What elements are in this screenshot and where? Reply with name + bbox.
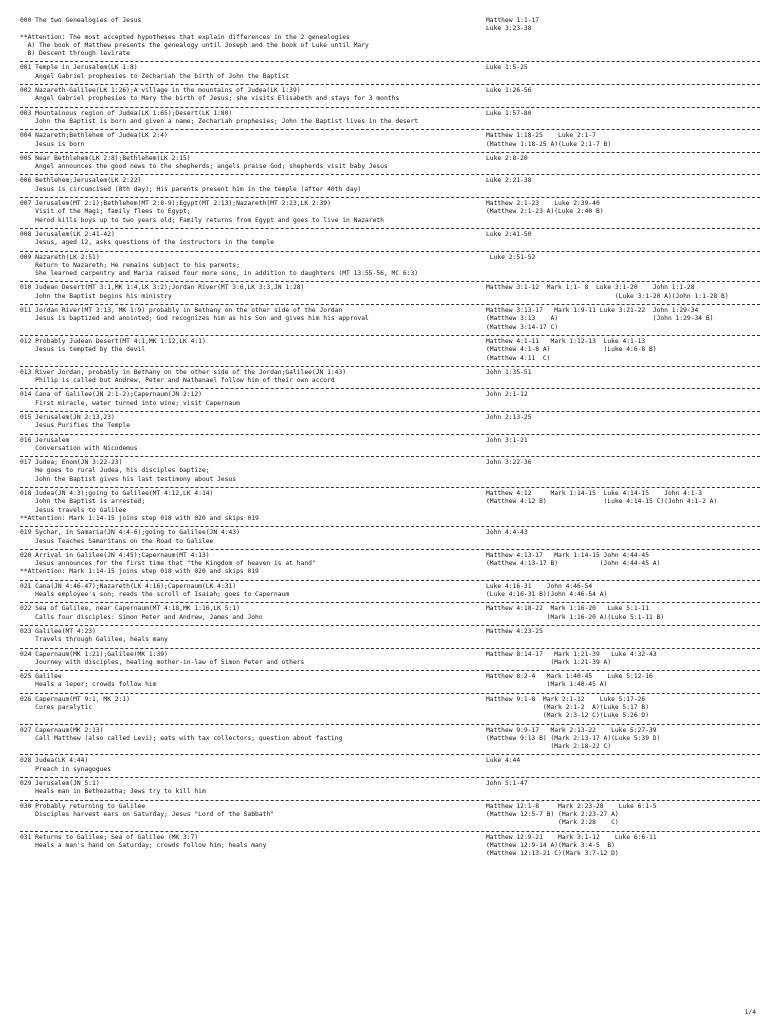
gospel-step-entry bbox=[20, 649, 760, 672]
step-location-text: 023 Galilee(MT 4:23) bbox=[20, 627, 96, 635]
scripture-reference-text: John 3:22-36 bbox=[486, 459, 532, 467]
scripture-reference-text: (Mark 1:16-20 A)(Luke 5:1-11 B) bbox=[486, 613, 665, 621]
gospel-step-entry bbox=[20, 801, 760, 832]
entry-line bbox=[20, 293, 760, 301]
step-location-text: 007 Jerusalem(MT 2:1);Bethlehem(MT 2:8-9);Egypt(MT 2:13);Nazareth(MT 2:23,LK 2:39) bbox=[20, 200, 331, 208]
scripture-reference-text: (Mark 2:1-2 A)(Luke 5:17 B) bbox=[486, 704, 650, 711]
step-location-text: 013 River Jordan, probably in Bethany on the other side of the Jordan;Galilee(JN 1:43) bbox=[20, 368, 347, 376]
entry-line bbox=[20, 377, 760, 385]
step-description-text: Jesus is circumcised (8th day); His parents present him in the temple (after 40th day) bbox=[20, 185, 362, 193]
scripture-reference-text: (Matthew 1:18-25 A)(Luke 2:1-7 B) bbox=[486, 140, 612, 148]
step-description-text: **Attention: Mark 1:14-15 joins step 018 with 020 and skips 019 bbox=[20, 514, 259, 522]
entry-line bbox=[20, 17, 760, 25]
entry-line bbox=[20, 307, 760, 315]
step-description-text: Heals man in Bethezatha; Jews try to kill him bbox=[20, 788, 206, 796]
entry-line bbox=[20, 208, 760, 216]
step-location-text: 008 Jerusalem(LK 2:41-42) bbox=[20, 230, 115, 238]
gospel-step-entry bbox=[20, 435, 760, 458]
entry-line bbox=[20, 369, 760, 377]
step-description-text: John the Baptist begins his ministry bbox=[20, 292, 172, 300]
entry-line bbox=[20, 87, 760, 95]
scripture-reference-text: (Mark 2:28 C) bbox=[486, 819, 619, 827]
scripture-reference-text: John 5:1-47 bbox=[486, 780, 528, 788]
entry-line bbox=[20, 552, 760, 560]
step-description-text: Heals a leper; crowds follow him bbox=[20, 681, 157, 689]
step-location-text: 011 Jordan River(MT 3:13, MK 1:9) probably in Bethany on the other side of the Jordan bbox=[20, 307, 343, 315]
scripture-reference-text: (Luke 4:16-31 B)(John 4:46-54 A) bbox=[486, 591, 608, 599]
step-location-text: 030 Probably returning to Galilee bbox=[20, 802, 146, 810]
scripture-reference-text: Luke 2:51-52 bbox=[486, 253, 536, 261]
entry-line bbox=[20, 498, 760, 506]
entry-line bbox=[20, 414, 760, 422]
entry-line bbox=[20, 231, 760, 239]
scripture-reference-text: (Matthew 3:14-17 C) bbox=[486, 323, 559, 331]
entry-line bbox=[20, 476, 760, 484]
scripture-reference-text: (Matthew 2:1-23 A)(Luke 2:40 B) bbox=[486, 208, 604, 216]
entry-line bbox=[20, 811, 760, 819]
entry-line bbox=[20, 422, 760, 430]
scripture-reference-text: Matthew 9:9-17 Mark 2:13-22 Luke 5:27-39 bbox=[486, 726, 657, 734]
scripture-reference-text: Matthew 1:18-25 Luke 2:1-7 bbox=[486, 132, 596, 140]
entry-line bbox=[20, 538, 760, 546]
entry-line bbox=[20, 338, 760, 346]
scripture-reference-text: (Matthew 3:13 A) (John 1:29-34 B) bbox=[486, 315, 714, 323]
entry-line bbox=[20, 583, 760, 591]
scripture-reference-text: Luke 2:21-38 bbox=[486, 177, 532, 185]
gospel-step-entry bbox=[20, 305, 760, 336]
step-description-text: Heals employee's son; reads the scroll of Isaiah; goes to Capernaum bbox=[20, 591, 290, 599]
step-location-text: 016 Jerusalem bbox=[20, 436, 70, 444]
entry-line bbox=[20, 628, 760, 636]
gospel-step-entry bbox=[20, 603, 760, 626]
step-description-text: He goes to rural Judea, his disciples baptize; bbox=[20, 467, 210, 475]
scripture-reference-text: (Matthew 4:11 C) bbox=[486, 354, 551, 362]
entry-line bbox=[20, 177, 760, 185]
entry-line bbox=[20, 270, 760, 278]
step-location-text: 006 Bethlehem;Jerusalem(LK 2:22) bbox=[20, 177, 142, 185]
step-location-text: 012 Probably Judean Desert(MT 4:1,MK 1:12,LK 4:1) bbox=[20, 337, 206, 345]
step-description-text: Journey with disciples, healing mother-in-law of Simon Peter and others bbox=[20, 658, 305, 666]
entry-line bbox=[20, 842, 760, 850]
step-description-text: Travels through Galilee, heals many bbox=[20, 636, 168, 644]
gospel-step-entry bbox=[20, 778, 760, 801]
scripture-reference-text: Luke 1:57-80 bbox=[486, 109, 532, 117]
scripture-reference-text: (Matthew 9:13 B) (Mark 2:13-17 A)(Luke 5:39 D) bbox=[486, 734, 661, 742]
entry-line bbox=[20, 118, 760, 126]
step-location-text: 028 Judea(LK 4:44) bbox=[20, 757, 89, 765]
entry-line bbox=[20, 437, 760, 445]
scripture-reference-text: (Matthew 12:9-14 A)(Mark 3:4-5 B) bbox=[486, 841, 615, 849]
step-location-text: 020 Arrival in Galilee(JN 4:45);Capernaum(MT 4:13) bbox=[20, 551, 210, 559]
gospel-step-entry bbox=[20, 367, 760, 390]
scripture-reference-text: John 2:1-12 bbox=[486, 391, 528, 399]
step-description-text: Jesus announces for the first time that "the Kingdom of heaven is at hand" bbox=[20, 560, 316, 568]
step-description-text: Jesus Teaches Samaritans on the Road to Galilee bbox=[20, 537, 214, 545]
step-description-text: Angel announces the good news to the shepherds; angels praise God; shepherds visit baby Jesus bbox=[20, 163, 388, 171]
entry-line bbox=[20, 743, 760, 751]
step-description-text: Jesus is baptized and anointed; God recognizes him as his Son and gives him his approval bbox=[20, 315, 369, 323]
entry-line bbox=[20, 217, 760, 225]
scripture-reference-text: Matthew 8:14-17 Mark 1:21-39 Luke 4:32-43 bbox=[486, 650, 657, 658]
step-location-text: 022 Sea of Galilee, near Capernaum(MT 4:18,MK 1:16,LK 5:1) bbox=[20, 605, 240, 613]
entry-line bbox=[20, 696, 760, 704]
scripture-reference-text: John 4:4-43 bbox=[486, 529, 528, 537]
scripture-reference-text: (Matthew 12:13-21 C)(Mark 3:7-12 D) bbox=[486, 850, 619, 858]
scripture-reference-text: Matthew 2:1-23 Luke 2:39-40 bbox=[486, 200, 600, 208]
gospel-step-entry bbox=[20, 130, 760, 153]
entry-line bbox=[20, 254, 760, 262]
step-location-text: 024 Capernaum(MK 1:21);Galilee(MK 1:39) bbox=[20, 650, 168, 658]
entry-line bbox=[20, 141, 760, 149]
step-description-text: A) The book of Matthew presents the genealogy until Joseph and the book of Luke until Mary bbox=[20, 41, 369, 49]
step-location-text: 009 Nazareth(LK 2:51) bbox=[20, 253, 100, 261]
entry-line bbox=[20, 834, 760, 842]
scripture-reference-text: Matthew 4:23-25 bbox=[486, 627, 543, 635]
gospel-step-entry bbox=[20, 488, 760, 527]
entry-line bbox=[20, 25, 760, 33]
step-location-text: 018 Judea(JN 4:3);going to Galilee(MT 4:12,LK 4:14) bbox=[20, 490, 214, 498]
step-description-text: Jesus travels to Galilee bbox=[20, 506, 127, 514]
entry-line bbox=[20, 788, 760, 796]
gospel-step-entry bbox=[20, 175, 760, 198]
entry-line bbox=[20, 490, 760, 498]
entry-line bbox=[20, 780, 760, 788]
entry-line bbox=[20, 186, 760, 194]
step-description-text: Calls four disciples: Simon Peter and Andrew, James and John bbox=[20, 613, 263, 621]
gospel-step-entry bbox=[20, 694, 760, 725]
step-location-text: 017 Judea; Enom(JN 3:22-23) bbox=[20, 459, 123, 467]
entry-line bbox=[20, 95, 760, 103]
scripture-reference-text: Luke 4:16-31 John 4:46-54 bbox=[486, 582, 593, 590]
gospel-step-entry bbox=[20, 412, 760, 435]
entry-line bbox=[20, 735, 760, 743]
step-location-text: 027 Capernaum(MK 2:13) bbox=[20, 726, 104, 734]
gospel-step-entry bbox=[20, 671, 760, 694]
scripture-reference-text: Luke 2:41-50 bbox=[486, 230, 532, 238]
gospel-step-entry bbox=[20, 832, 760, 862]
entry-line bbox=[20, 727, 760, 735]
step-description-text: B) Descent through levirate bbox=[20, 50, 130, 58]
entry-line bbox=[20, 459, 760, 467]
entry-line bbox=[20, 712, 760, 720]
step-description-text: Cures paralytic bbox=[20, 704, 93, 711]
entry-line bbox=[20, 73, 760, 81]
step-description-text: Jesus Purifies the Temple bbox=[20, 422, 130, 430]
step-description-text: **Attention: Mark 1:14-15 joins step 018 with 020 and skips 019 bbox=[20, 568, 259, 576]
scripture-reference-text: (Matthew 4:12 B) (Luke 4:14-15 C)(John 4:1-2 A) bbox=[486, 498, 718, 506]
entry-line bbox=[20, 200, 760, 208]
entry-line bbox=[20, 239, 760, 247]
entry-line bbox=[20, 315, 760, 323]
scripture-reference-text: Luke 2:8-20 bbox=[486, 154, 528, 162]
step-description-text: Angel Gabriel prophesies to Mary the birth of Jesus; she visits Elisabeth and stays for 3 months bbox=[20, 95, 400, 103]
gospel-step-entry bbox=[20, 626, 760, 649]
step-description-text: Philip is called but Andrew, Peter and Nathanael follow him of their own accord bbox=[20, 377, 335, 385]
step-description-text: John the Baptist gives his last testimony about Jesus bbox=[20, 475, 237, 483]
entry-line bbox=[20, 605, 760, 613]
gospel-step-entry bbox=[20, 229, 760, 252]
step-location-text: 025 Galilee bbox=[20, 673, 62, 681]
scripture-reference-text: (Matthew 4:13-17 B) (John 4:44-45 A) bbox=[486, 560, 661, 568]
step-description-text: Heals a man's hand on Saturday; crowds follow him; heals many bbox=[20, 841, 267, 849]
step-description-text: Jesus is born bbox=[20, 140, 85, 148]
scripture-reference-text: John 1:35-51 bbox=[486, 368, 532, 376]
entry-line bbox=[20, 64, 760, 72]
entry-line bbox=[20, 568, 760, 576]
step-description-text: Return to Nazareth; He remains subject to his parents; bbox=[20, 261, 240, 269]
entry-line bbox=[20, 803, 760, 811]
step-location-text: 003 Mountainous region of Judea(LK 1:65);Desert(LK 1:80) bbox=[20, 109, 233, 117]
entry-line bbox=[20, 529, 760, 537]
page-number: 1/4 bbox=[744, 1009, 756, 1016]
harmony-table bbox=[20, 15, 760, 861]
gospel-step-entry bbox=[20, 725, 760, 756]
entry-line bbox=[20, 34, 760, 42]
gospel-step-entry bbox=[20, 282, 760, 305]
entry-line bbox=[20, 155, 760, 163]
scripture-reference-text: Matthew 8:2-4 Mark 1:40-45 Luke 5:12-16 bbox=[486, 673, 653, 681]
step-location-text: 031 Returns to Galilee; Sea of Galilee (MK 3:7) bbox=[20, 833, 199, 841]
gospel-step-entry bbox=[20, 108, 760, 131]
scripture-reference-text: John 3:1-21 bbox=[486, 436, 528, 444]
entry-line bbox=[20, 284, 760, 292]
step-location-text: 026 Capernaum(MT 9:1, MK 2:1) bbox=[20, 695, 130, 703]
gospel-step-entry bbox=[20, 581, 760, 604]
scripture-reference-text: Matthew 12:1-8 Mark 2:23-28 Luke 6:1-5 bbox=[486, 802, 657, 810]
scripture-reference-text: (Mark 2:18-22 C) bbox=[486, 743, 612, 751]
entry-line bbox=[20, 346, 760, 354]
step-location-text: 015 Jerusalem(JN 2:13,23) bbox=[20, 413, 115, 421]
entry-line bbox=[20, 614, 760, 622]
entry-line bbox=[20, 132, 760, 140]
entry-line bbox=[20, 704, 760, 712]
entry-line bbox=[20, 560, 760, 568]
entry-line bbox=[20, 355, 760, 363]
gospel-step-entry bbox=[20, 252, 760, 283]
entry-line bbox=[20, 515, 760, 523]
step-location-text: 014 Cana of Galilee(JN 2:1-2);Capernaum(JN 2:12) bbox=[20, 391, 202, 399]
entry-line bbox=[20, 673, 760, 681]
step-description-text: Call Matthew (also called Levi); eats with tax collectors; question about fasting bbox=[20, 734, 343, 742]
step-description-text: Conversation with Nicodemus bbox=[20, 444, 138, 452]
gospel-step-entry bbox=[20, 198, 760, 229]
step-location-text: 010 Judean Desert(MT 3:1,MK 1:4,LK 3:2);Jordan River(MT 3:6,LK 3:3,JN 1:28) bbox=[20, 284, 305, 292]
scripture-reference-text: Luke 1:26-56 bbox=[486, 87, 532, 95]
entry-line bbox=[20, 262, 760, 270]
gospel-step-entry bbox=[20, 85, 760, 108]
gospel-step-entry bbox=[20, 62, 760, 85]
entry-line bbox=[20, 445, 760, 453]
gospel-step-entry bbox=[20, 336, 760, 367]
step-description-text: Preach in synagogues bbox=[20, 765, 111, 773]
scripture-reference-text: (Luke 3:1-20 A)(John 1:1-28 B) bbox=[486, 292, 729, 300]
entry-line bbox=[20, 42, 760, 50]
scripture-reference-text: (Matthew 4:1-8 A) (Luke 4:6-8 B) bbox=[486, 346, 657, 354]
step-description-text: Herod kills boys up to two years old; Family returns from Egypt and goes to live in Nazareth bbox=[20, 216, 384, 224]
step-description-text: Visit of the Magi; family flees to Egypt; bbox=[20, 208, 191, 216]
scripture-reference-text: Matthew 4:1-11 Mark 1:12-13 Luke 4:1-13 bbox=[486, 337, 646, 345]
gospel-step-entry bbox=[20, 527, 760, 550]
scripture-reference-text: Matthew 3:13-17 Mark 1:9-11 Luke 3:21-22 John 1:29-34 bbox=[486, 307, 699, 315]
entry-line bbox=[20, 757, 760, 765]
step-description-text: **Attention: The most accepted hypotheses that explain differences in the 2 genealogies bbox=[20, 33, 350, 41]
step-location-text: 002 Nazareth-Galilee(LK 1:26);A village in the mountains of Judea(LK 1:39) bbox=[20, 87, 301, 95]
entry-line bbox=[20, 50, 760, 58]
step-description-text: John the Baptist is born and given a name; Zechariah prophesies; John the Baptist lives in the desert bbox=[20, 117, 419, 125]
entry-line bbox=[20, 110, 760, 118]
scripture-reference-text: (Mark 2:3-12 C)(Luke 5:26 D) bbox=[486, 712, 650, 720]
step-location-text: 005 Near Bethlehem(LK 2:8);Bethlehem(LK 2:15) bbox=[20, 154, 191, 162]
scripture-reference-text: Matthew 4:12 Mark 1:14-15 Luke 4:14-15 John 4:1-3 bbox=[486, 490, 703, 498]
step-location-text: 021 Cana(JN 4:46-47);Nazareth(LK 4:16);Capernaum(LK 4:31) bbox=[20, 582, 237, 590]
step-location-text: 001 Temple in Jerusalem(LK 1:8) bbox=[20, 64, 138, 72]
step-description-text: First miracle, water turned into wine; visit Capernaum bbox=[20, 399, 240, 407]
gospel-step-entry bbox=[20, 153, 760, 176]
entry-line bbox=[20, 681, 760, 689]
step-description-text: Jesus is tempted by the devil bbox=[20, 346, 146, 354]
entry-line bbox=[20, 766, 760, 774]
scripture-reference-text: Matthew 4:13-17 Mark 1:14-15 John 4:44-45 bbox=[486, 551, 650, 559]
step-location-text: 029 Jerusalem(JN 5:1) bbox=[20, 780, 100, 788]
entry-line bbox=[20, 636, 760, 644]
step-location-text: 019 Sychar, in Samaria(JN 4:4-6);going to Galilee(JN 4:43) bbox=[20, 529, 240, 537]
entry-line bbox=[20, 850, 760, 858]
step-description-text: She learned carpentry and Maria raised four more sons, in addition to daughters (MT 13:55-56, MC 6:3) bbox=[20, 270, 419, 278]
gospel-step-entry bbox=[20, 15, 760, 62]
entry-line bbox=[20, 400, 760, 408]
entry-line bbox=[20, 324, 760, 332]
scripture-reference-text: (Mark 1:40-45 A) bbox=[486, 681, 608, 689]
scripture-reference-text: Matthew 3:1-12 Mark 1:1- 8 Luke 3:1-20 John 1:1-28 bbox=[486, 284, 695, 292]
scripture-reference-text: Luke 4:44 bbox=[486, 757, 521, 765]
step-location-text: 000 The two Genealogies of Jesus bbox=[20, 17, 142, 24]
gospel-step-entry bbox=[20, 389, 760, 412]
scripture-reference-text: Luke 1:5-25 bbox=[486, 64, 528, 72]
step-description-text: Disciples harvest ears on Saturday; Jesus "Lord of the Sabbath" bbox=[20, 810, 275, 818]
scripture-reference-text: Luke 3:23-38 bbox=[486, 25, 532, 33]
step-description-text: John the Baptist is arrested; bbox=[20, 498, 146, 506]
entry-line bbox=[20, 391, 760, 399]
scripture-reference-text: (Matthew 12:5-7 B) (Mark 2:23-27 A) bbox=[486, 810, 619, 818]
entry-line bbox=[20, 819, 760, 827]
step-description-text: Angel Gabriel prophesies to Zechariah the birth of John the Baptist bbox=[20, 72, 290, 80]
step-location-text: 004 Nazareth;Bethlehem of Judea(LK 2:4) bbox=[20, 132, 168, 140]
entry-line bbox=[20, 507, 760, 515]
scripture-reference-text: (Mark 1:21-39 A) bbox=[486, 658, 612, 666]
scripture-reference-text: Matthew 4:18-22 Mark 1:16-20 Luke 5:1-11 bbox=[486, 605, 650, 613]
scripture-reference-text: Matthew 9:1-8 Mark 2:1-12 Luke 5:17-26 bbox=[486, 695, 646, 703]
entry-line bbox=[20, 659, 760, 667]
entry-line bbox=[20, 163, 760, 171]
gospel-step-entry bbox=[20, 755, 760, 778]
entry-line bbox=[20, 651, 760, 659]
scripture-reference-text: Matthew 12:9-21 Mark 3:1-12 Luke 6:6-11 bbox=[486, 833, 657, 841]
step-description-text: Jesus, aged 12, asks questions of the instructors in the temple bbox=[20, 239, 275, 247]
gospel-step-entry bbox=[20, 457, 760, 488]
gospel-step-entry bbox=[20, 550, 760, 581]
entry-line bbox=[20, 591, 760, 599]
entry-line bbox=[20, 467, 760, 475]
scripture-reference-text: John 2:13-25 bbox=[486, 413, 532, 421]
scripture-reference-text: Matthew 1:1-17 bbox=[486, 17, 540, 24]
